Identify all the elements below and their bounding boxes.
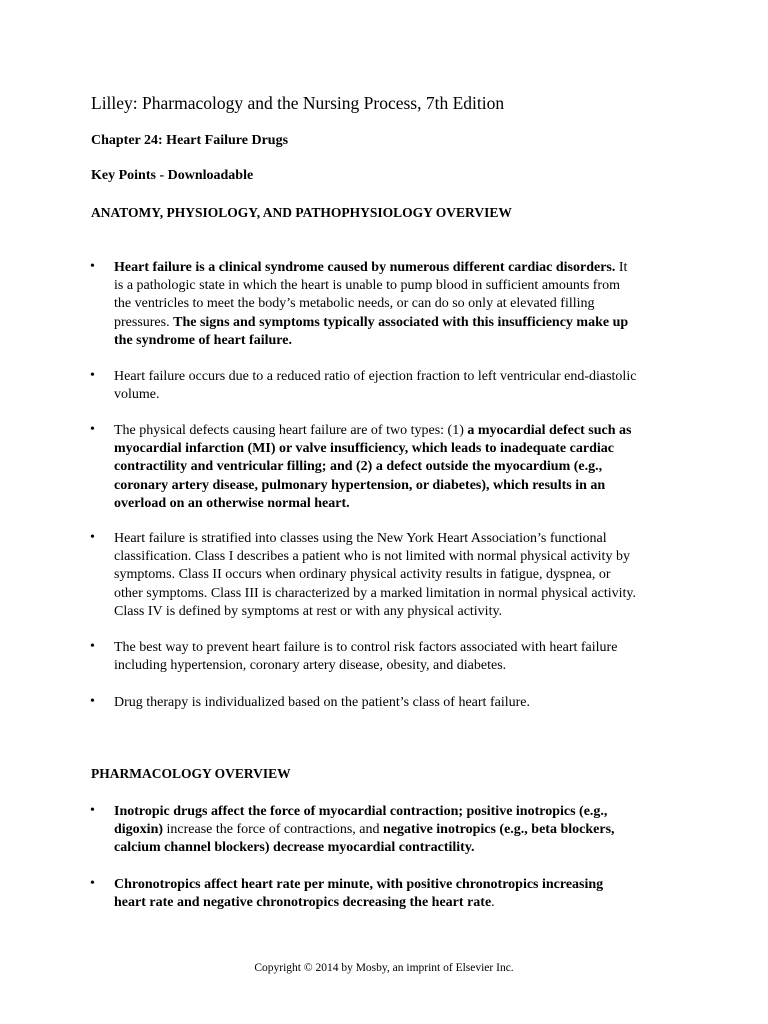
bullet-paragraph	[114, 368, 684, 404]
paragraph-line: Chronotropics affect heart rate per minute, with positive chronotropics increasing	[114, 877, 604, 892]
paragraph-line: including hypertension, coronary artery disease, obesity, and diabetes.	[114, 658, 507, 674]
paragraph-line: Heart failure is stratified into classes using the New York Heart Association’s functional	[114, 531, 607, 546]
document-subtitle: Key Points - Downloadable	[91, 168, 254, 183]
paragraph-line: the ventricles to meet the body’s metabolic needs, or can do so only at elevated filling	[114, 296, 595, 312]
bullet-paragraph	[114, 803, 684, 858]
bullet-paragraph	[114, 639, 684, 675]
bold-text: heart rate and negative chronotropics decreasing the heart rate	[114, 895, 492, 911]
paragraph-line: volume.	[114, 387, 160, 403]
document-title: Lilley: Pharmacology and the Nursing Process, 7th Edition	[91, 93, 505, 113]
bullet-marker: •	[90, 639, 95, 654]
section-heading-anatomy: ANATOMY, PHYSIOLOGY, AND PATHOPHYSIOLOGY OVERVIEW	[91, 205, 512, 220]
bullet-paragraph	[114, 694, 684, 712]
paragraph-line: Drug therapy is individualized based on the patient’s class of heart failure.	[114, 695, 530, 710]
bullet-marker: •	[90, 876, 95, 891]
bullet-marker: •	[90, 803, 95, 818]
paragraph-text: increase the force of contractions, and	[163, 822, 384, 838]
bullet-paragraph	[114, 530, 684, 621]
paragraph-text: It	[615, 260, 628, 275]
bold-text: Heart failure is a clinical syndrome caused by numerous different cardiac disorders.	[114, 260, 616, 275]
paragraph-line: Class IV is defined by symptoms at rest or with any physical activity.	[114, 603, 503, 619]
paragraph-line: contractility and ventricular filling; and (2) a defect outside the myocardium (e.g.,	[114, 459, 603, 475]
paragraph-line: coronary artery disease, pulmonary hypertension, or diabetes), which results in an	[114, 477, 606, 493]
bullet-marker: •	[90, 422, 95, 437]
bold-text: a myocardial defect such as	[467, 423, 632, 438]
paragraph-line: symptoms. Class II occurs when ordinary physical activity results in fatigue, dyspnea, or	[114, 567, 611, 583]
bullet-marker: •	[90, 259, 95, 274]
paragraph-line: overload on an otherwise normal heart.	[114, 495, 350, 511]
bullet-marker: •	[90, 368, 95, 383]
paragraph-line: Inotropic drugs affect the force of myocardial contraction; positive inotropics (e.g.,	[114, 804, 608, 819]
bold-text: The signs and symptoms typically associated with this insufficiency make up	[173, 314, 629, 330]
bullet-paragraph	[114, 422, 684, 513]
section-heading-pharmacology: PHARMACOLOGY OVERVIEW	[91, 766, 291, 781]
bold-text: negative inotropics (e.g., beta blockers,	[383, 822, 615, 838]
paragraph-line: calcium channel blockers) decrease myocardial contractility.	[114, 840, 475, 856]
paragraph-line: classification. Class I describes a patient who is not limited with normal physical activity by	[114, 549, 630, 565]
paragraph-text: .	[491, 895, 495, 911]
bullet-paragraph	[114, 876, 684, 912]
bold-text: digoxin)	[114, 822, 164, 838]
copyright-footer: Copyright © 2014 by Mosby, an imprint of Elsevier Inc.	[254, 962, 514, 974]
bullet-paragraph	[114, 259, 684, 350]
paragraph-text: pressures.	[114, 314, 174, 330]
paragraph-text: The physical defects causing heart failure are of two types: (1)	[114, 423, 468, 438]
bullet-marker: •	[90, 530, 95, 545]
paragraph-line: is a pathologic state in which the heart is unable to pump blood in sufficient amounts from	[114, 278, 620, 294]
paragraph-line: myocardial infarction (MI) or valve insufficiency, which leads to inadequate cardiac	[114, 441, 614, 457]
paragraph-line: other symptoms. Class III is characterized by a marked limitation in normal physical activity.	[114, 585, 637, 601]
bullet-marker: •	[90, 694, 95, 709]
paragraph-line: The best way to prevent heart failure is to control risk factors associated with heart failure	[114, 640, 618, 655]
paragraph-line: the syndrome of heart failure.	[114, 332, 292, 348]
paragraph-line: Heart failure occurs due to a reduced ratio of ejection fraction to left ventricular end-diastolic	[114, 369, 637, 384]
chapter-title: Chapter 24: Heart Failure Drugs	[91, 133, 289, 148]
